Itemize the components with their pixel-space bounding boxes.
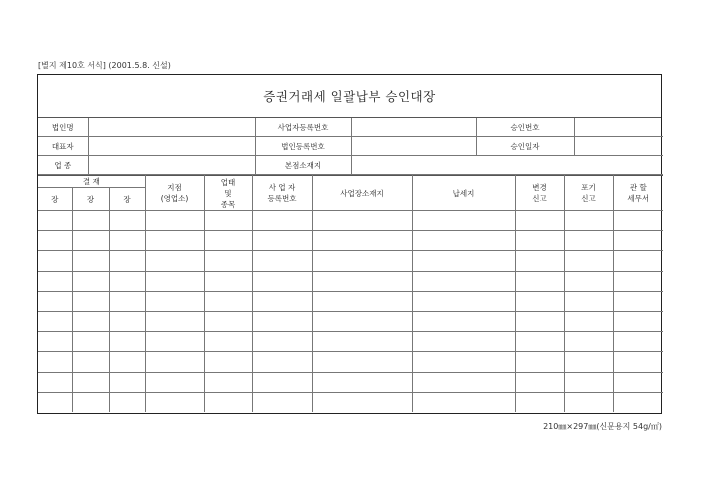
grid-cell[interactable] xyxy=(564,271,613,291)
corp-name-field[interactable] xyxy=(88,118,255,137)
grid-cell[interactable] xyxy=(145,291,204,311)
grid-cell[interactable] xyxy=(38,251,72,271)
grid-cell[interactable] xyxy=(312,372,412,392)
grid-cell[interactable] xyxy=(252,291,312,311)
grid-cell[interactable] xyxy=(312,251,412,271)
grid-cell[interactable] xyxy=(38,211,72,231)
header-row xyxy=(38,176,663,188)
biz-type-header: 업태 및 종목 xyxy=(204,176,252,211)
corporation-info-table xyxy=(38,118,663,175)
grid-cell[interactable] xyxy=(145,332,204,352)
paper-spec-footer: 210㎜×297㎜(신문용지 54g/㎡) xyxy=(543,422,662,431)
grid-cell[interactable] xyxy=(312,392,412,412)
grid-cell[interactable] xyxy=(564,251,613,271)
table-row xyxy=(38,211,663,231)
grid-cell[interactable] xyxy=(204,251,252,271)
grid-cell[interactable] xyxy=(109,392,145,412)
biz-reg-no-header: 사 업 자 등록번호 xyxy=(252,176,312,211)
grid-cell[interactable] xyxy=(564,211,613,231)
grid-cell[interactable] xyxy=(412,251,515,271)
table-row xyxy=(38,251,663,271)
grid-cell[interactable] xyxy=(204,291,252,311)
grid-cell[interactable] xyxy=(109,372,145,392)
table-row xyxy=(38,392,663,412)
grid-cell[interactable] xyxy=(145,211,204,231)
grid-cell[interactable] xyxy=(72,372,109,392)
grid-cell[interactable] xyxy=(72,271,109,291)
hq-location-label: 본점소재지 xyxy=(255,156,351,175)
grid-cell[interactable] xyxy=(38,352,72,372)
grid-cell[interactable] xyxy=(412,271,515,291)
grid-cell[interactable] xyxy=(613,311,663,331)
grid-cell[interactable] xyxy=(72,332,109,352)
table-row xyxy=(38,352,663,372)
approval-no-label: 승인번호 xyxy=(476,118,574,137)
rep-field[interactable] xyxy=(88,137,255,156)
grid-cell[interactable] xyxy=(38,231,72,251)
jurisdiction-header: 관 할 세무서 xyxy=(613,176,663,211)
change-report-header: 변경 신고 xyxy=(515,176,564,211)
grid-cell[interactable] xyxy=(109,332,145,352)
approval-sub-header: 장 xyxy=(72,188,109,211)
biz-location-header: 사업장소재지 xyxy=(312,176,412,211)
grid-cell[interactable] xyxy=(145,271,204,291)
grid-cell[interactable] xyxy=(515,311,564,331)
grid-cell[interactable] xyxy=(204,231,252,251)
grid-cell[interactable] xyxy=(312,231,412,251)
grid-cell[interactable] xyxy=(515,251,564,271)
approval-ledger-form xyxy=(37,74,662,414)
grid-cell[interactable] xyxy=(38,392,72,412)
abandon-report-header: 포기 신고 xyxy=(564,176,613,211)
grid-cell[interactable] xyxy=(613,231,663,251)
grid-cell[interactable] xyxy=(515,231,564,251)
table-row xyxy=(38,372,663,392)
corp-reg-label: 법인등록번호 xyxy=(255,137,351,156)
grid-cell[interactable] xyxy=(312,332,412,352)
grid-cell[interactable] xyxy=(312,271,412,291)
grid-cell[interactable] xyxy=(72,251,109,271)
biz-reg-label: 사업자등록번호 xyxy=(255,118,351,137)
grid-cell[interactable] xyxy=(252,231,312,251)
grid-cell[interactable] xyxy=(613,352,663,372)
info-row xyxy=(38,137,663,156)
grid-cell[interactable] xyxy=(145,311,204,331)
table-row xyxy=(38,332,663,352)
grid-cell[interactable] xyxy=(38,332,72,352)
grid-cell[interactable] xyxy=(145,352,204,372)
grid-cell[interactable] xyxy=(564,311,613,331)
info-row xyxy=(38,118,663,137)
grid-cell[interactable] xyxy=(145,251,204,271)
grid-cell[interactable] xyxy=(252,311,312,331)
grid-cell[interactable] xyxy=(613,291,663,311)
approval-header: 결 재 xyxy=(38,176,145,188)
grid-cell[interactable] xyxy=(515,392,564,412)
grid-cell[interactable] xyxy=(564,392,613,412)
form-title: 증권거래세 일괄납부 승인대장 xyxy=(38,75,661,118)
grid-cell[interactable] xyxy=(515,372,564,392)
grid-cell[interactable] xyxy=(109,311,145,331)
grid-cell[interactable] xyxy=(564,352,613,372)
business-type-label: 업 종 xyxy=(38,156,88,175)
grid-cell[interactable] xyxy=(564,372,613,392)
business-type-field[interactable] xyxy=(88,156,255,175)
grid-cell[interactable] xyxy=(515,332,564,352)
approval-no-field[interactable] xyxy=(574,118,663,137)
grid-cell[interactable] xyxy=(204,332,252,352)
form-caption: [별지 제10호 서식] (2001.5.8. 신설) xyxy=(38,61,171,70)
hq-location-field[interactable] xyxy=(351,156,663,175)
grid-cell[interactable] xyxy=(252,392,312,412)
grid-cell[interactable] xyxy=(613,251,663,271)
grid-cell[interactable] xyxy=(252,372,312,392)
grid-cell[interactable] xyxy=(204,211,252,231)
corp-reg-field[interactable] xyxy=(351,137,476,156)
grid-cell[interactable] xyxy=(412,372,515,392)
grid-cell[interactable] xyxy=(412,392,515,412)
grid-cell[interactable] xyxy=(72,231,109,251)
grid-cell[interactable] xyxy=(109,352,145,372)
grid-cell[interactable] xyxy=(72,291,109,311)
grid-cell[interactable] xyxy=(564,231,613,251)
grid-cell[interactable] xyxy=(312,352,412,372)
grid-cell[interactable] xyxy=(145,372,204,392)
tax-place-header: 납세지 xyxy=(412,176,515,211)
branch-header: 지점 (영업소) xyxy=(145,176,204,211)
grid-cell[interactable] xyxy=(109,271,145,291)
grid-cell[interactable] xyxy=(515,352,564,372)
grid-cell[interactable] xyxy=(412,332,515,352)
grid-cell[interactable] xyxy=(613,372,663,392)
grid-cell[interactable] xyxy=(204,392,252,412)
grid-cell[interactable] xyxy=(204,352,252,372)
grid-cell[interactable] xyxy=(72,352,109,372)
grid-cell[interactable] xyxy=(312,211,412,231)
biz-reg-field[interactable] xyxy=(351,118,476,137)
grid-cell[interactable] xyxy=(613,271,663,291)
grid-cell[interactable] xyxy=(515,211,564,231)
approval-sub-header: 장 xyxy=(109,188,145,211)
grid-cell[interactable] xyxy=(38,271,72,291)
grid-cell[interactable] xyxy=(613,332,663,352)
approval-date-label: 승인일자 xyxy=(476,137,574,156)
grid-cell[interactable] xyxy=(412,291,515,311)
grid-cell[interactable] xyxy=(204,271,252,291)
table-row xyxy=(38,271,663,291)
approval-sub-header: 장 xyxy=(38,188,72,211)
grid-cell[interactable] xyxy=(72,392,109,412)
grid-cell[interactable] xyxy=(412,211,515,231)
grid-cell[interactable] xyxy=(412,352,515,372)
grid-cell[interactable] xyxy=(252,211,312,231)
grid-cell[interactable] xyxy=(252,251,312,271)
grid-cell[interactable] xyxy=(613,392,663,412)
grid-cell[interactable] xyxy=(252,332,312,352)
grid-cell[interactable] xyxy=(564,332,613,352)
grid-cell[interactable] xyxy=(412,311,515,331)
grid-cell[interactable] xyxy=(204,311,252,331)
table-row xyxy=(38,311,663,331)
grid-cell[interactable] xyxy=(109,231,145,251)
grid-cell[interactable] xyxy=(145,392,204,412)
grid-cell[interactable] xyxy=(312,311,412,331)
grid-cell[interactable] xyxy=(252,352,312,372)
grid-body xyxy=(38,211,663,412)
grid-cell[interactable] xyxy=(515,291,564,311)
grid-cell[interactable] xyxy=(204,372,252,392)
grid-cell[interactable] xyxy=(312,291,412,311)
grid-cell[interactable] xyxy=(72,211,109,231)
info-row xyxy=(38,156,663,175)
grid-cell[interactable] xyxy=(38,311,72,331)
grid-cell[interactable] xyxy=(412,231,515,251)
table-row xyxy=(38,291,663,311)
rep-label: 대표자 xyxy=(38,137,88,156)
table-row xyxy=(38,231,663,251)
grid-cell[interactable] xyxy=(38,291,72,311)
grid-cell[interactable] xyxy=(145,231,204,251)
approval-date-field[interactable] xyxy=(574,137,663,156)
branch-grid-table xyxy=(38,175,663,412)
grid-cell[interactable] xyxy=(515,271,564,291)
grid-cell[interactable] xyxy=(109,291,145,311)
corp-name-label: 법인명 xyxy=(38,118,88,137)
grid-cell[interactable] xyxy=(252,271,312,291)
grid-cell[interactable] xyxy=(564,291,613,311)
grid-cell[interactable] xyxy=(109,251,145,271)
grid-cell[interactable] xyxy=(109,211,145,231)
grid-cell[interactable] xyxy=(613,211,663,231)
grid-cell[interactable] xyxy=(72,311,109,331)
grid-cell[interactable] xyxy=(38,372,72,392)
